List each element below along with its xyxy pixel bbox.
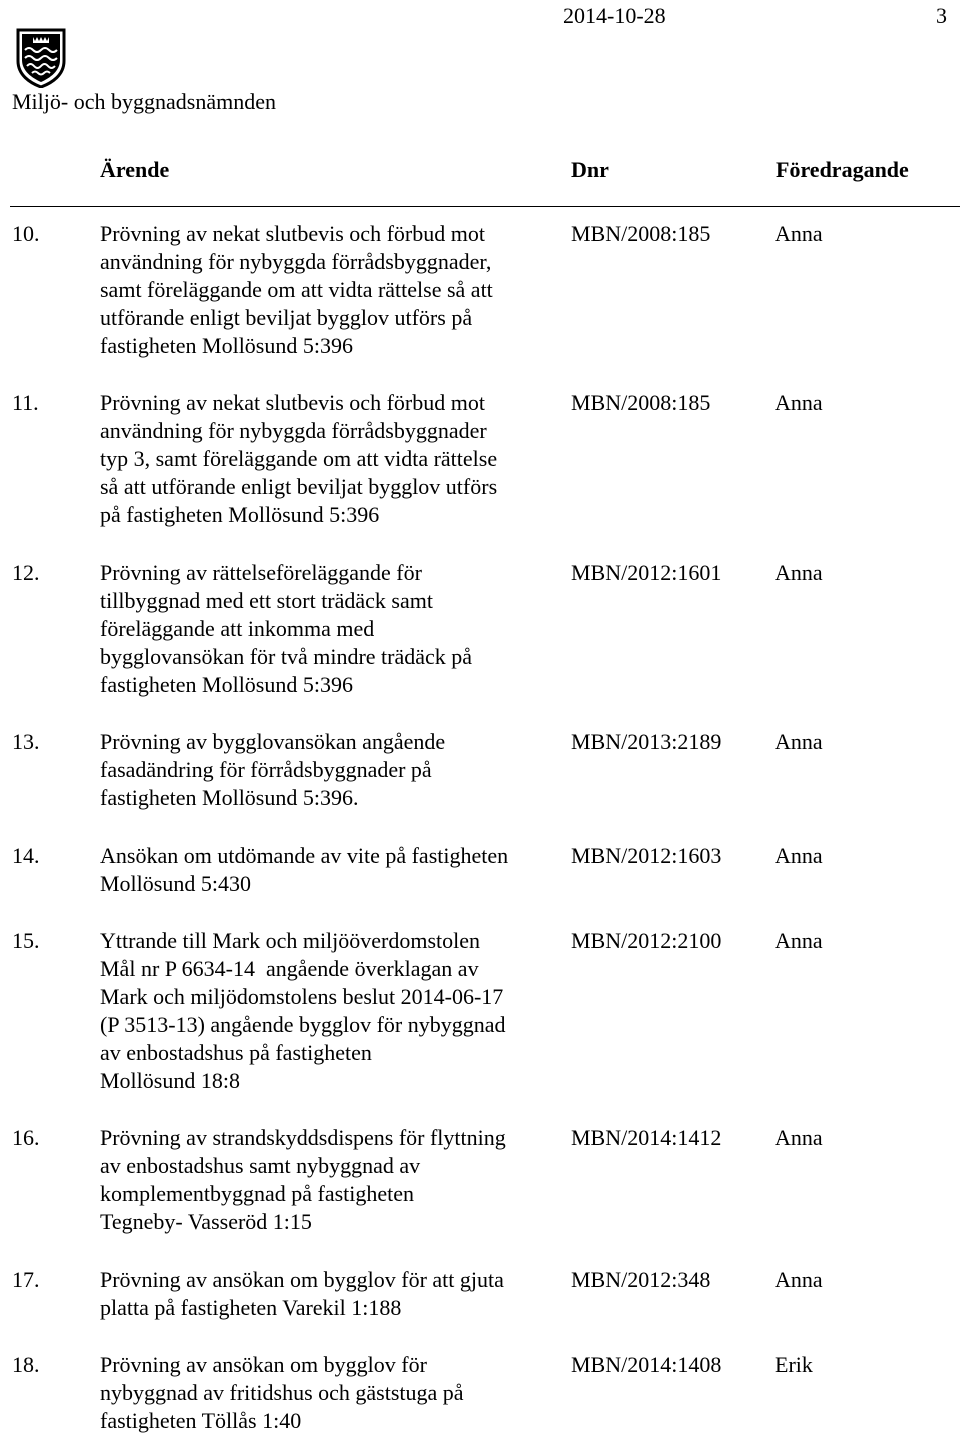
item-presenter: Anna xyxy=(775,1266,823,1292)
document-date: 2014-10-28 xyxy=(563,3,666,28)
item-title-line: föreläggande att inkomma med xyxy=(100,615,375,641)
item-title-line: komplementbyggnad på fastigheten xyxy=(100,1181,415,1207)
item-presenter: Anna xyxy=(775,927,823,953)
agenda-item xyxy=(0,389,960,529)
item-number: 17. xyxy=(12,1266,40,1292)
item-dnr: MBN/2008:185 xyxy=(571,390,711,416)
agenda-item xyxy=(0,1266,960,1322)
agenda-item xyxy=(0,842,960,898)
page-number: 3 xyxy=(936,3,947,28)
agenda-item xyxy=(0,728,960,812)
item-title xyxy=(100,220,960,360)
item-title-line: av enbostadshus på fastigheten xyxy=(100,1039,372,1065)
item-dnr: MBN/2014:1412 xyxy=(571,1125,722,1151)
item-title-line: Prövning av nekat slutbevis och förbud mot xyxy=(100,390,485,416)
item-title-line: samt föreläggande om att vidta rättelse så att xyxy=(100,277,493,302)
item-presenter: Anna xyxy=(775,729,823,755)
agenda-item xyxy=(0,559,960,699)
item-title-line: typ 3, samt föreläggande om att vidta rättelse xyxy=(100,446,498,472)
column-header-presenter: Föredragande xyxy=(776,157,909,182)
item-title-line: fastigheten Töllås 1:40 xyxy=(100,1408,302,1434)
item-title-line: Tegneby- Vasseröd 1:15 xyxy=(100,1209,312,1235)
agenda-item xyxy=(0,1124,960,1236)
item-presenter: Anna xyxy=(775,1125,823,1151)
item-title-line: (P 3513-13) angående bygglov för nybyggnad xyxy=(100,1011,506,1037)
item-number: 14. xyxy=(12,842,40,868)
item-title xyxy=(100,842,960,898)
agenda-list xyxy=(0,220,960,1435)
item-presenter: Erik xyxy=(775,1352,813,1378)
item-title-line: användning för nybyggda förrådsbyggnader xyxy=(100,418,487,444)
item-title-line: Mollösund 5:430 xyxy=(100,870,251,896)
item-title xyxy=(100,728,960,812)
item-title xyxy=(100,1351,960,1435)
item-number: 16. xyxy=(12,1125,40,1151)
item-dnr: MBN/2012:1601 xyxy=(571,559,722,585)
agenda-item xyxy=(0,927,960,1095)
column-header-dnr: Dnr xyxy=(571,157,609,182)
item-title-line: tillbyggnad med ett stort trädäck samt xyxy=(100,587,433,613)
header-divider xyxy=(10,206,960,207)
item-number: 12. xyxy=(12,559,40,585)
item-presenter: Anna xyxy=(775,559,823,585)
agenda-item xyxy=(0,220,960,360)
committee-name: Miljö- och byggnadsnämnden xyxy=(12,89,276,114)
item-dnr: MBN/2012:2100 xyxy=(571,927,722,953)
item-title-line: utförande enligt beviljat bygglov utförs på xyxy=(100,305,473,330)
item-title-line: Mål nr P 6634-14 angående överklagan av xyxy=(100,955,479,981)
item-title-line: Prövning av bygglovansökan angående xyxy=(100,729,446,755)
item-dnr: MBN/2008:185 xyxy=(571,221,711,246)
item-title-line: fastigheten Mollösund 5:396 xyxy=(100,671,353,697)
item-title-line: på fastigheten Mollösund 5:396 xyxy=(100,502,380,528)
coat-of-arms-icon xyxy=(15,28,67,88)
item-number: 11. xyxy=(12,390,39,416)
item-title-line: platta på fastigheten Varekil 1:188 xyxy=(100,1294,402,1320)
item-dnr: MBN/2013:2189 xyxy=(571,729,722,755)
item-title-line: fasadändring för förrådsbyggnader på xyxy=(100,757,432,783)
item-number: 18. xyxy=(12,1352,40,1378)
item-title-line: Prövning av ansökan om bygglov för xyxy=(100,1352,427,1378)
item-title xyxy=(100,559,960,699)
item-dnr: MBN/2014:1408 xyxy=(571,1352,722,1378)
column-header-item: Ärende xyxy=(100,157,170,182)
item-number: 15. xyxy=(12,927,40,953)
item-title xyxy=(100,389,960,529)
item-presenter: Anna xyxy=(775,390,823,416)
item-title-line: Ansökan om utdömande av vite på fastigheten xyxy=(100,842,509,868)
item-title xyxy=(100,1124,960,1236)
item-title-line: så att utförande enligt beviljat bygglov utförs xyxy=(100,474,498,500)
item-title-line: bygglovansökan för två mindre trädäck på xyxy=(100,643,473,669)
item-title-line: fastigheten Mollösund 5:396. xyxy=(100,785,359,811)
item-presenter: Anna xyxy=(775,221,823,246)
item-title-line: Prövning av ansökan om bygglov för att gjuta xyxy=(100,1266,504,1292)
agenda-item xyxy=(0,1351,960,1435)
item-dnr: MBN/2012:348 xyxy=(571,1266,711,1292)
item-title-line: Prövning av nekat slutbevis och förbud mot xyxy=(100,221,485,246)
item-title-line: fastigheten Mollösund 5:396 xyxy=(100,333,353,358)
item-number: 10. xyxy=(12,221,40,246)
item-number: 13. xyxy=(12,729,40,755)
item-title-line: Prövning av rättelseföreläggande för xyxy=(100,559,422,585)
item-title-line: Mollösund 18:8 xyxy=(100,1067,240,1093)
item-title-line: Prövning av strandskyddsdispens för flyttning xyxy=(100,1125,506,1151)
item-title-line: nybyggnad av fritidshus och gäststuga på xyxy=(100,1380,464,1406)
item-dnr: MBN/2012:1603 xyxy=(571,842,722,868)
coat-of-arms-logo xyxy=(4,0,56,60)
item-presenter: Anna xyxy=(775,842,823,868)
item-title xyxy=(100,1266,960,1322)
item-title xyxy=(100,927,960,1095)
item-title-line: av enbostadshus samt nybyggnad av xyxy=(100,1153,421,1179)
item-title-line: Mark och miljödomstolens beslut 2014-06-17 xyxy=(100,983,504,1009)
item-title-line: användning för nybyggda förrådsbyggnader, xyxy=(100,249,492,274)
item-title-line: Yttrande till Mark och miljööverdomstolen xyxy=(100,927,481,953)
